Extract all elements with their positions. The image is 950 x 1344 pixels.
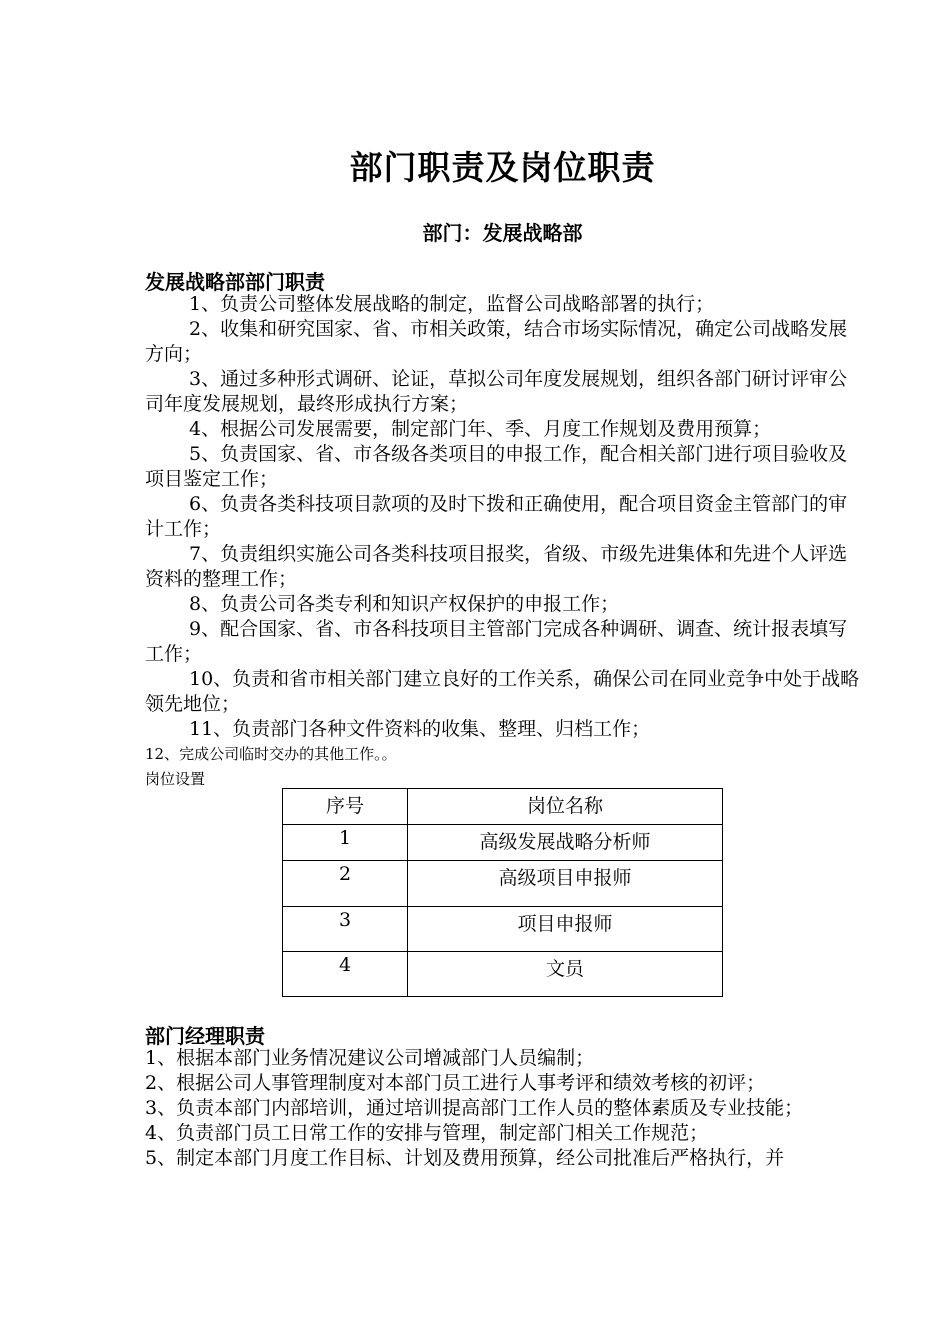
table-cell-index: 1 xyxy=(283,825,408,861)
table-row xyxy=(283,861,723,907)
manager-duties-heading: 部门经理职责 xyxy=(145,1024,265,1048)
department-subtitle: 部门：发展战略部 xyxy=(422,221,583,245)
list-item: 7、负责组织实施公司各类科技项目报奖，省级、市级先进集体和先进个人评选资料的整理工作； xyxy=(145,543,848,590)
manager-duties-list xyxy=(145,1046,865,1171)
positions-heading: 岗位设置 xyxy=(145,770,206,788)
table-header-row xyxy=(283,789,723,825)
column-header-position: 岗位名称 xyxy=(408,789,723,825)
list-item-last: 12、完成公司临时交办的其他工作。。 xyxy=(145,745,397,763)
list-item: 4、根据公司发展需要，制定部门年、季、月度工作规划及费用预算； xyxy=(189,418,772,440)
list-item: 1、负责公司整体发展战略的制定，监督公司战略部署的执行； xyxy=(189,293,715,315)
list-item: 2、收集和研究国家、省、市相关政策，结合市场实际情况，确定公司战略发展方向； xyxy=(145,318,848,365)
list-item: 6、负责各类科技项目款项的及时下拨和正确使用，配合项目资金主管部门的审计工作； xyxy=(145,493,848,540)
list-item: 5、负责国家、省、市各级各类项目的申报工作，配合相关部门进行项目验收及项目鉴定工作； xyxy=(145,443,848,490)
table-cell-position: 高级发展战略分析师 xyxy=(408,825,723,861)
table-cell-position: 项目申报师 xyxy=(408,907,723,952)
list-item: 3、通过多种形式调研、论证，草拟公司年度发展规划，组织各部门研讨评审公司年度发展规划，最终形成执行方案； xyxy=(145,368,848,415)
table-row xyxy=(283,825,723,861)
list-item: 1、根据本部门业务情况建议公司增减部门人员编制； xyxy=(145,1047,595,1069)
list-item: 8、负责公司各类专利和知识产权保护的申报工作； xyxy=(189,593,620,615)
table-cell-index: 3 xyxy=(283,907,408,952)
dept-duties-list xyxy=(145,292,865,792)
dept-duties-heading: 发展战略部部门职责 xyxy=(145,270,325,294)
table-cell-index: 4 xyxy=(283,952,408,997)
list-item: 5、制定本部门月度工作目标、计划及费用预算，经公司批准后严格执行，并 xyxy=(145,1147,785,1169)
table-cell-position: 文员 xyxy=(408,952,723,997)
list-item: 4、负责部门员工日常工作的安排与管理，制定部门相关工作规范； xyxy=(145,1122,709,1144)
list-item: 2、根据公司人事管理制度对本部门员工进行人事考评和绩效考核的初评； xyxy=(145,1072,766,1094)
list-item: 9、配合国家、省、市各科技项目主管部门完成各种调研、调查、统计报表填写工作； xyxy=(145,618,848,665)
page-title: 部门职责及岗位职责 xyxy=(349,148,656,187)
column-header-index: 序号 xyxy=(283,789,408,825)
list-item: 3、负责本部门内部培训，通过培训提高部门工作人员的整体素质及专业技能； xyxy=(145,1097,804,1119)
table-cell-index: 2 xyxy=(283,861,408,907)
list-item: 10、负责和省市相关部门建立良好的工作关系，确保公司在同业竞争中处于战略领先地位； xyxy=(145,668,860,715)
table-cell-position: 高级项目申报师 xyxy=(408,861,723,907)
positions-table xyxy=(282,788,723,997)
list-item: 11、负责部门各种文件资料的收集、整理、归档工作； xyxy=(189,718,651,740)
table-row xyxy=(283,907,723,952)
table-row xyxy=(283,952,723,997)
